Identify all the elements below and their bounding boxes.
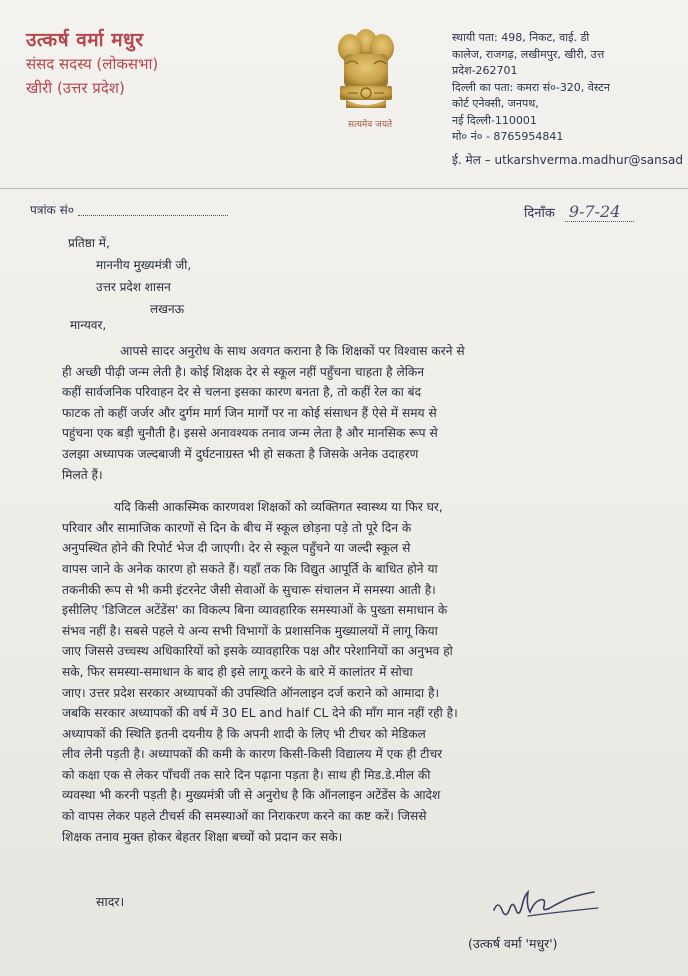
address-line: स्थायी पता: 498, निकट, वाई. डी (452, 31, 590, 44)
sender-designation: संसद सदस्य (लोकसभा) (26, 55, 159, 73)
body-line: लीव लेनी पड़ती है। अध्यापकों की कमी के कारण किसी-किसी विद्यालय में एक ही टीचर (62, 747, 443, 762)
letter-date (524, 202, 634, 221)
date-label: दिनाँक (524, 206, 555, 221)
address-line: कालेज, राजगढ़, लखीमपुर, खीरी, उत्त (452, 47, 605, 61)
body-line: उलझा अध्यापक जल्दबाजी में दुर्घटनाग्रस्त भी हो सकता है जिसके अनेक उदाहरण (62, 446, 419, 461)
body-line: आपसे सादर अनुरोध के साथ अवगत कराना है कि शिक्षकों पर विश्वास करने से (120, 344, 465, 358)
date-value: 9-7-24 (565, 202, 635, 222)
address-line: दिल्ली का पता: कमरा सं०-320, वेस्टन (452, 80, 610, 94)
national-emblem-icon (328, 20, 404, 132)
body-line: तकनीकी रूप से भी कमी इंटरनेट जैसी सेवाओं के सुचारू संचालन में समस्या आती है। (62, 582, 436, 597)
recipient-line: लखनऊ (150, 302, 185, 316)
recipient-line: माननीय मुख्यमंत्री जी, (96, 258, 192, 272)
body-line: शिक्षक तनाव मुक्त होकर बेहतर शिक्षा बच्चों को प्रदान कर सके। (62, 829, 343, 844)
address-line: मो० नं० - 8765954841 (452, 130, 564, 143)
sender-name: उत्कर्ष वर्मा मधुर (26, 29, 144, 51)
reference-blank (78, 215, 228, 216)
body-line: अनुपस्थित होने की रिपोर्ट भेज दी जाएगी। देर से स्कूल पहुँचने या जल्दी स्कूल से (62, 541, 411, 556)
salutation: मान्यवर, (70, 318, 107, 332)
recipient-line: प्रतिष्ठा में, (68, 236, 110, 250)
recipient-block (68, 232, 191, 320)
body-line: यदि किसी आकस्मिक कारणवश शिक्षकों को व्यक्तिगत स्वास्थ्य या फिर घर, (114, 500, 443, 515)
body-line: सके, फिर समस्या-समाधान के बाद ही इसे लागू करने के बारे में कालांतर में सोचा (62, 664, 413, 679)
body-line: संभव नहीं है। सबसे पहले ये अन्य सभी विभागों के प्रशासनिक मुख्यालयों में लागू किया (62, 623, 438, 638)
address-line: कोर्ट एनेक्सी, जनपथ, (452, 97, 539, 110)
email-line: ई. मेल – utkarshverma.madhur@sansad (452, 152, 683, 167)
body-line: फाटक तो कहीं जर्जर और दुर्गम मार्ग जिन मार्गों पर ना कोई संसाधन हैं ऐसे में समय से (62, 405, 437, 420)
recipient-line: उत्तर प्रदेश शासन (96, 280, 171, 294)
body-line: मिलते हैं। (62, 467, 103, 482)
letterhead-sender (26, 28, 158, 100)
reference-number (30, 201, 228, 218)
letterhead-address (452, 30, 688, 168)
letter-body (62, 341, 664, 847)
body-line: को कक्षा एक से लेकर पाँचवीं तक सारे दिन पढ़ाना पड़ता है। साथ ही मिड.डे.मील की (62, 767, 431, 782)
letterhead-divider (0, 188, 688, 189)
body-line: वापस जाने के अनेक कारण हो सकते हैं। यहाँ तक कि विद्युत आपूर्ति के बाधित होने या (62, 561, 438, 576)
body-line: कहीं सार्वजनिक परिवाहन देर से चलना इसका कारण बनता है, तो कहीं रेल का बंद (62, 385, 422, 400)
sender-constituency: खीरी (उत्तर प्रदेश) (26, 79, 125, 97)
paragraph-gap (62, 485, 664, 497)
reference-label: पत्रांक सं० (30, 203, 74, 217)
body-line: अध्यापकों की स्थिति इतनी दयनीय है कि अपनी शादी के लिए भी टीचर को मेडिकल (62, 726, 426, 741)
body-line: परिवार और सामाजिक कारणों से दिन के बीच में स्कूल छोड़ना पड़े तो पूरे दिन के (62, 520, 412, 535)
signer-name: (उत्कर्ष वर्मा 'मधुर') (468, 936, 558, 951)
handwritten-signature-icon (488, 886, 612, 926)
body-line: जबकि सरकार अध्यापकों की वर्ष में 30 EL and half CL देने की माँग मान नहीं रही है। (62, 706, 458, 721)
body-line: को वापस लेकर पहले टीचर्स की समस्याओं का निराकरण करने का कष्ट करें। जिससे (62, 809, 427, 824)
body-line: जाए। उत्तर प्रदेश सरकार अध्यापकों की उपस्थिति ऑनलाइन दर्ज कराने को आमादा है। (62, 685, 440, 700)
address-line: नई दिल्ली-110001 (452, 113, 537, 127)
body-line: ही अच्छी पीढ़ी जन्म लेती है। कोई शिक्षक देर से स्कूल नहीं पहुँचना चाहता है लेकिन (62, 364, 425, 379)
body-line: इसीलिए 'डिजिटल अटेंडेंस' का विकल्प बिना व्यावहारिक समस्याओं के पुख्ता समाधान के (62, 603, 448, 618)
body-line: जाए जिससे उच्चस्थ अधिकारियों को इसके व्यावहारिक पक्ष और परेशानियों का अनुभव हो (62, 644, 453, 659)
body-line: पहुंचना एक बड़ी चुनौती है। इससे अनावश्यक तनाव जन्म लेता है और मानसिक रूप से (62, 426, 438, 441)
emblem-caption: सत्यमेव जयते (348, 120, 393, 130)
body-line: व्यवस्था भी करनी पड़ती है। मुख्यमंत्री जी से अनुरोध है कि ऑनलाइन अटेंडेंस के आदेश (62, 788, 441, 803)
address-line: प्रदेश-262701 (452, 64, 518, 77)
closing: सादर। (96, 894, 125, 909)
